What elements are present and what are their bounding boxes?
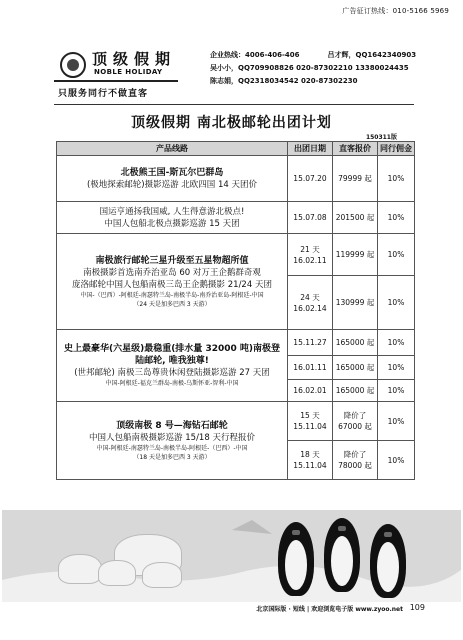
col-date: 出团日期: [288, 142, 333, 156]
col-route: 产品线路: [57, 142, 288, 156]
commission-cell: 10%: [378, 402, 415, 441]
price-drop-note: 降价了: [343, 450, 367, 459]
page-number: 109: [409, 603, 425, 612]
route-detail: 中国人包船南极摄影巡游 15/18 天行程报价: [89, 432, 255, 443]
price: 78000 起: [338, 461, 372, 470]
brand-slogan: 只服务同行不做直客: [58, 89, 149, 99]
route-detail: (极地探索邮轮)摄影巡游 北欧四国 14 天团价: [86, 179, 258, 190]
route-cell: [57, 330, 288, 402]
route-headline: 史上最豪华(六星级)最稳重(排水量 32000 吨)南极登: [63, 344, 281, 354]
date-cell: 16.02.01: [288, 380, 333, 402]
date-cell: [288, 402, 333, 441]
route-detail: (世邦邮轮) 南极三岛尊贵休闲登陆摄影巡游 27 天团: [74, 368, 270, 378]
date-cell: [288, 234, 333, 276]
brand-name-en: NOBLE HOLIDAY: [94, 68, 163, 76]
departure-table: [56, 141, 415, 480]
duration: 18 天: [300, 450, 320, 459]
table-row: [57, 234, 415, 276]
logo-divider: [54, 80, 178, 82]
header-divider: [54, 104, 414, 105]
contact-chen: 陈志娟，QQ2318034542 020-87302230: [210, 77, 358, 85]
route-cell: [57, 202, 288, 234]
contact-info: [210, 50, 440, 89]
col-commission: 同行佣金: [378, 142, 415, 156]
polar-bear-icon: [142, 562, 182, 588]
route-headline: 陆邮轮, 唯我独尊!: [135, 356, 209, 366]
penguin-icon: [324, 518, 360, 592]
polar-bear-icon: [58, 554, 102, 584]
col-price: 直客报价: [333, 142, 378, 156]
route-headline: 国运亨通扬我国威, 人生得意游北极点!: [99, 206, 245, 217]
footer: [0, 602, 463, 616]
duration: 15 天: [300, 411, 320, 420]
price-cell: 201500 起: [333, 202, 378, 234]
route-note: （18 天是加多巴西 3 天游）: [133, 453, 211, 461]
date: 16.02.14: [293, 303, 327, 313]
route-detail: 中国人包船北极点摄影巡游 15 天团: [104, 218, 240, 229]
route-headline: 顶级南极 8 号—海钻石邮轮: [116, 420, 228, 431]
price-cell: [333, 402, 378, 441]
price-cell: [333, 441, 378, 480]
route-itinerary: 中国-阿根廷-南瑟特兰岛-南极半岛-阿根廷-（巴西）-中国: [96, 444, 248, 452]
date-cell: 16.01.11: [288, 356, 333, 380]
duration: 24 天: [300, 292, 320, 302]
penguin-icon: [370, 524, 406, 598]
commission-cell: 10%: [378, 356, 415, 380]
penguin-icon: [278, 522, 314, 596]
ad-hotline: 广告征订热线：010-5166 5969: [342, 7, 449, 15]
duration: 21 天: [300, 244, 320, 254]
page-title: 顶级假期 南北极邮轮出团计划: [131, 115, 332, 131]
date-cell: 15.07.08: [288, 202, 333, 234]
route-headline: 南极旅行邮轮三星升级至五星物超所值: [95, 255, 249, 266]
table-header-row: [57, 142, 415, 156]
route-itinerary: 中国-（巴西）-阿根廷-南瑟特兰岛-南极半岛-南乔治亚岛-阿根廷-中国: [80, 291, 264, 299]
table-row: [57, 156, 415, 202]
footer-text: 北京国际版 · 短线 | 欢迎浏览电子版 www.zyoo.net: [256, 606, 403, 613]
date-cell: [288, 441, 333, 480]
route-cell: [57, 234, 288, 330]
price-drop-note: 降价了: [343, 411, 367, 420]
brand-name-cn: 顶级假期: [92, 50, 177, 68]
commission-cell: 10%: [378, 380, 415, 402]
polar-photo-strip: [2, 510, 461, 602]
route-cell: [57, 402, 288, 480]
date-cell: [288, 276, 333, 330]
price-cell: 165000 起: [333, 330, 378, 356]
price: 67000 起: [338, 422, 372, 431]
price-cell: 165000 起: [333, 356, 378, 380]
contact-lv: 吕才辉，QQ1642340903: [327, 51, 417, 59]
route-itinerary: 中国-阿根廷-福克兰群岛-南极-乌斯怀亚-智利-中国: [105, 380, 239, 387]
date-cell: 15.11.27: [288, 330, 333, 356]
commission-cell: 10%: [378, 276, 415, 330]
route-cell: [57, 156, 288, 202]
contact-wu: 吴小小，QQ709908826 020-87302210 13380024435: [210, 64, 409, 72]
table-row: [57, 402, 415, 441]
commission-cell: 10%: [378, 441, 415, 480]
price-cell: 165000 起: [333, 380, 378, 402]
company-hotline: 企业热线：4006-406-406: [210, 51, 300, 59]
price-cell: 130999 起: [333, 276, 378, 330]
table-row: [57, 330, 415, 356]
date-cell: 15.07.20: [288, 156, 333, 202]
globe-emblem-icon: [60, 52, 86, 78]
version-label: 150311版: [365, 134, 397, 141]
polar-bear-icon: [98, 560, 136, 586]
date: 15.11.04: [293, 461, 327, 470]
route-detail: 南极摄影首选南乔治亚岛 60 对万王企鹅群奇观: [83, 267, 261, 278]
commission-cell: 10%: [378, 156, 415, 202]
commission-cell: 10%: [378, 330, 415, 356]
route-note: （24 天是加多巴西 3 天游）: [133, 300, 211, 308]
date: 16.02.11: [293, 255, 327, 265]
table-row: [57, 202, 415, 234]
route-headline: 北极熊王国-斯瓦尔巴群岛: [120, 167, 224, 178]
brand-logo: [54, 48, 178, 106]
date: 15.11.04: [293, 422, 327, 431]
price-cell: 119999 起: [333, 234, 378, 276]
price-cell: 79999 起: [333, 156, 378, 202]
commission-cell: 10%: [378, 234, 415, 276]
header: [54, 48, 417, 106]
route-detail: 庞洛邮轮中国人包船南极三岛王企鹅摄影 21/24 天团: [72, 279, 272, 290]
commission-cell: 10%: [378, 202, 415, 234]
